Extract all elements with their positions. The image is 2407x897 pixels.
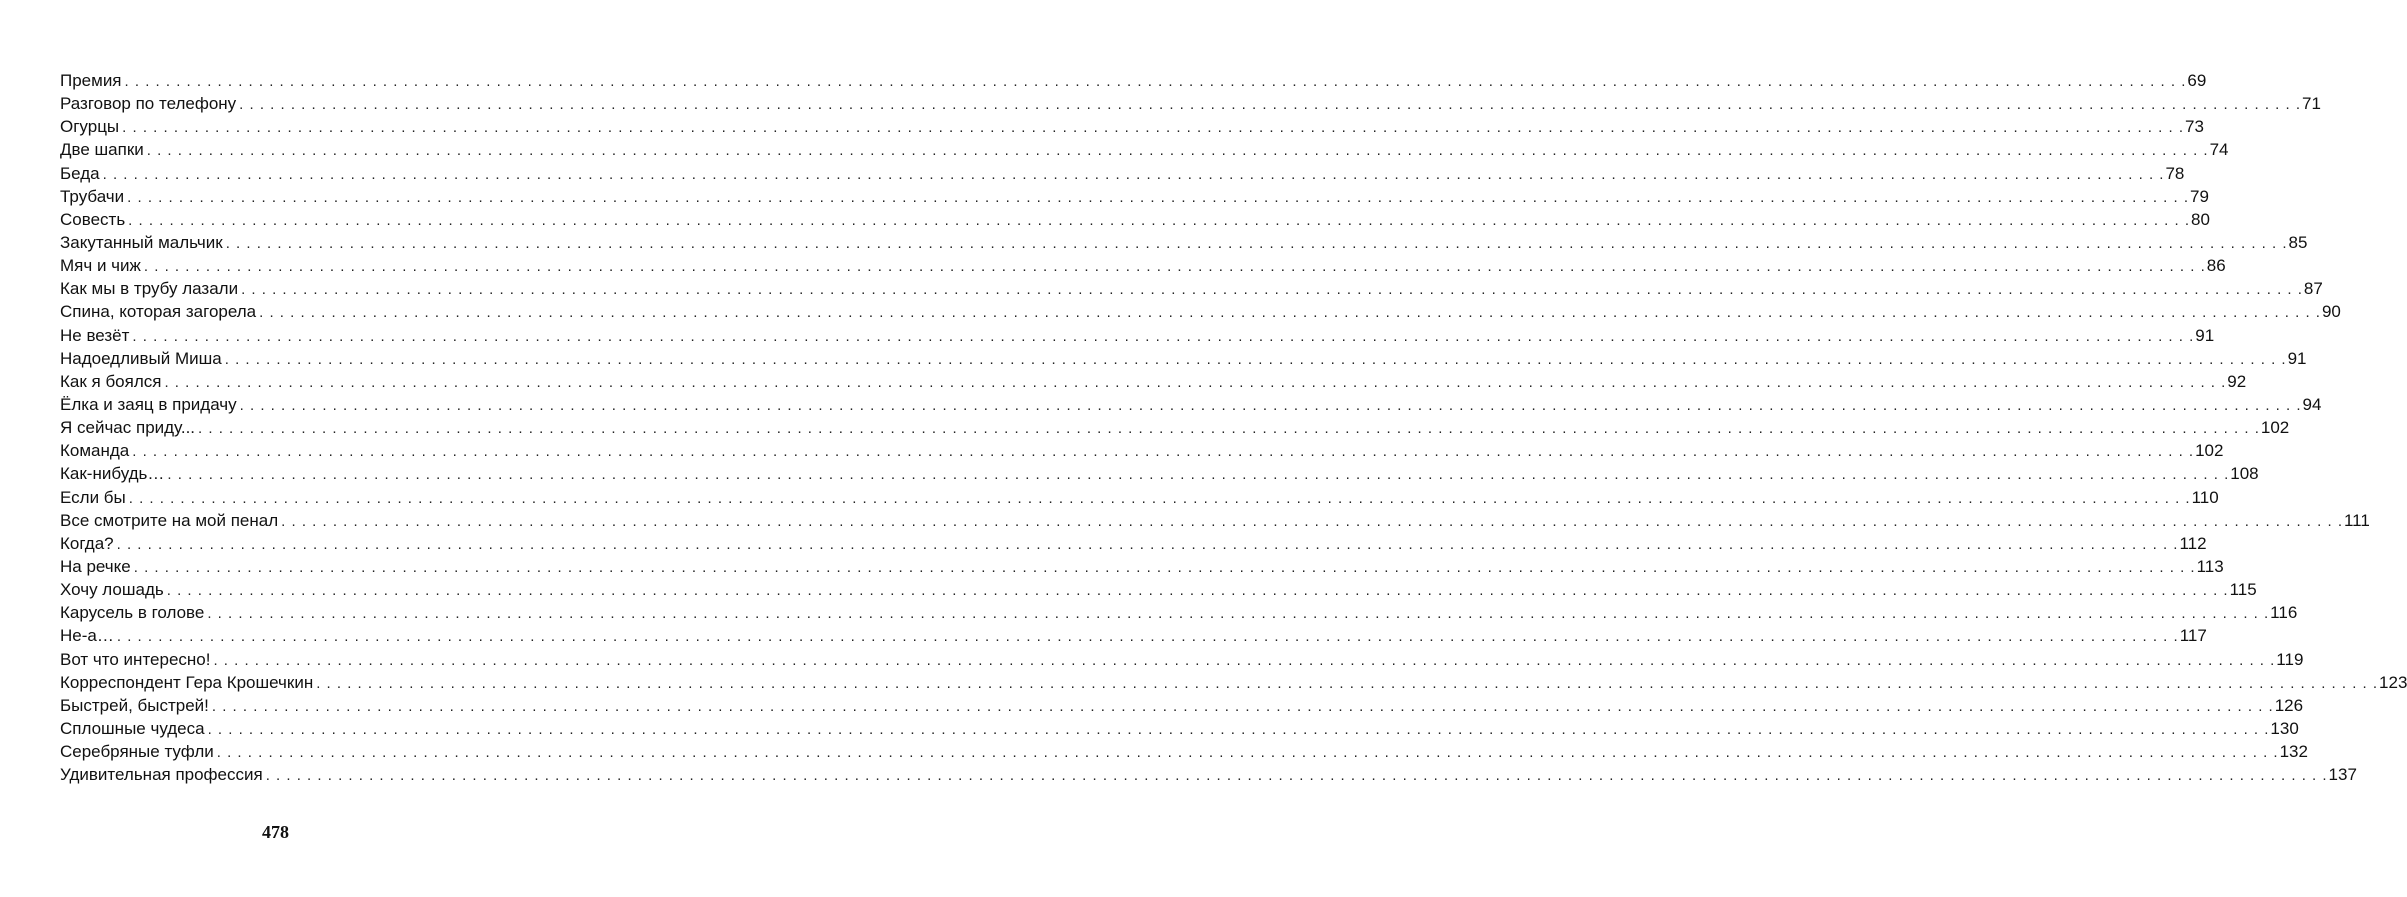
toc-entry-page: 87 (2303, 279, 2323, 299)
toc-entry-title: Сплошные чудеса (60, 718, 205, 738)
toc-entry-title: Мяч и чиж (60, 256, 141, 276)
toc-entry (60, 185, 2209, 208)
toc-entry-page: 78 (2165, 163, 2185, 183)
toc-entry (60, 486, 2219, 509)
dot-leader: . . . . . . . . . . . . . . . . . . . . . . . . . . . . . . . . . . . . . . . . . . . . . . . . . . . . . . . . . . . . . . . . . . . . . . . . . . . . . . . . . . . . . . . . . . . . . . . . . . . . . . . . . . . . . . . . . . . . . . . . . . . . . . . . . . . . . . . . . . . . . . . . . . . . . . . . . . . . . . . . . . . . . . . . . . . . . . . . . . . . . . . . . . . . . . . . . . . . . . . . (133, 558, 2196, 576)
dot-leader: . . . . . . . . . . . . . . . . . . . . . . . . . . . . . . . . . . . . . . . . . . . . . . . . . . . . . . . . . . . . . . . . . . . . . . . . . . . . . . . . . . . . . . . . . . . . . . . . . . . . . . . . . . . . . . . . . . . . . . . . . . . . . . . . . . . . . . . . . . . . . . . . . . . . . . . . . . . . . . . . . . . . . . . . . . . . . . . . . . . . . . . . . . . . . . . . . . . . . . . . (116, 628, 2179, 646)
toc-entry-page: 73 (2184, 117, 2204, 137)
toc-entry (60, 624, 2207, 647)
toc-entry-title: Совесть (60, 209, 126, 229)
dot-leader: . . . . . . . . . . . . . . . . . . . . . . . . . . . . . . . . . . . . . . . . . . . . . . . . . . . . . . . . . . . . . . . . . . . . . . . . . . . . . . . . . . . . . . . . . . . . . . . . . . . . . . . . . . . . . . . . . . . . . . . . . . . . . . . . . . . . . . . . . . . . . . . . . . . . . . . . . . . . . . . . . . . . . . . . . . . . . . . . . . . . . . . . . . . . . . . . . . . . . . . . (132, 443, 2195, 461)
dot-leader: . . . . . . . . . . . . . . . . . . . . . . . . . . . . . . . . . . . . . . . . . . . . . . . . . . . . . . . . . . . . . . . . . . . . . . . . . . . . . . . . . . . . . . . . . . . . . . . . . . . . . . . . . . . . . . . . . . . . . . . . . . . . . . . . . . . . . . . . . . . . . . . . . . . . . . . . . . . . . . . . . . . . . . . . . . . . . . . . . . . . . . . . . . . . . . . . . . . . . . . . (116, 535, 2179, 553)
toc-entry-page: 94 (2302, 394, 2322, 414)
toc-entry-page: 113 (2196, 556, 2224, 576)
toc-entry (60, 324, 2215, 347)
toc-entry-title: Удивительная профессия (60, 765, 263, 785)
dot-leader: . . . . . . . . . . . . . . . . . . . . . . . . . . . . . . . . . . . . . . . . . . . . . . . . . . . . . . . . . . . . . . . . . . . . . . . . . . . . . . . . . . . . . . . . . . . . . . . . . . . . . . . . . . . . . . . . . . . . . . . . . . . . . . . . . . . . . . . . . . . . . . . . . . . . . . . . . . . . . . . . . . . . . . . . . . . . . . . . . . . . . . . . . . . . . . . . . . . . . . . . (211, 697, 2274, 715)
toc-entry-page: 137 (2328, 765, 2357, 785)
dot-leader: . . . . . . . . . . . . . . . . . . . . . . . . . . . . . . . . . . . . . . . . . . . . . . . . . . . . . . . . . . . . . . . . . . . . . . . . . . . . . . . . . . . . . . . . . . . . . . . . . . . . . . . . . . . . . . . . . . . . . . . . . . . . . . . . . . . . . . . . . . . . . . . . . . . . . . . . . . . . . . . . . . . . . . . . . . . . . . . . . . . . . . . . . . . . . . . . . . . . . . . . (132, 327, 2195, 345)
dot-leader: . . . . . . . . . . . . . . . . . . . . . . . . . . . . . . . . . . . . . . . . . . . . . . . . . . . . . . . . . . . . . . . . . . . . . . . . . . . . . . . . . . . . . . . . . . . . . . . . . . . . . . . . . . . . . . . . . . . . . . . . . . . . . . . . . . . . . . . . . . . . . . . . . . . . . . . . . . . . . . . . . . . . . . . . . . . . . . . . . . . . . . . . . . . . . . . . . . . . . . . . (146, 142, 2209, 160)
toc-entry (60, 300, 2341, 323)
toc-entry (60, 162, 2185, 185)
dot-leader: . . . . . . . . . . . . . . . . . . . . . . . . . . . . . . . . . . . . . . . . . . . . . . . . . . . . . . . . . . . . . . . . . . . . . . . . . . . . . . . . . . . . . . . . . . . . . . . . . . . . . . . . . . . . . . . . . . . . . . . . . . . . . . . . . . . . . . . . . . . . . . . . . . . . . . . . . . . . . . . . . . . . . . . . . . . . . . . . . . . . . . . . . . . . . . . . . . . . . . . . (225, 234, 2288, 252)
toc-entry-title: Быстрей, быстрей! (60, 695, 209, 715)
toc-entry-title: Хочу лошадь (60, 580, 164, 600)
dot-leader: . . . . . . . . . . . . . . . . . . . . . . . . . . . . . . . . . . . . . . . . . . . . . . . . . . . . . . . . . . . . . . . . . . . . . . . . . . . . . . . . . . . . . . . . . . . . . . . . . . . . . . . . . . . . . . . . . . . . . . . . . . . . . . . . . . . . . . . . . . . . . . . . . . . . . . . . . . . . . . . . . . . . . . . . . . . . . . . . . . . . . . . . . . . . . . . . . . . . . . . . (122, 119, 2184, 137)
toc-entry-title: Спина, которая загорела (60, 302, 257, 322)
dot-leader: . . . . . . . . . . . . . . . . . . . . . . . . . . . . . . . . . . . . . . . . . . . . . . . . . . . . . . . . . . . . . . . . . . . . . . . . . . . . . . . . . . . . . . . . . . . . . . . . . . . . . . . . . . . . . . . . . . . . . . . . . . . . . . . . . . . . . . . . . . . . . . . . . . . . . . . . . . . . . . . . . . . . . . . . . . . . . . . . . . . . . . . . . . . . . . . . . . . . . . . . (164, 373, 2227, 391)
toc-entry-title: Как мы в трубу лазали (60, 279, 239, 299)
toc-entry-title: Две шапки (60, 140, 144, 160)
dot-leader: . . . . . . . . . . . . . . . . . . . . . . . . . . . . . . . . . . . . . . . . . . . . . . . . . . . . . . . . . . . . . . . . . . . . . . . . . . . . . . . . . . . . . . . . . . . . . . . . . . . . . . . . . . . . . . . . . . . . . . . . . . . . . . . . . . . . . . . . . . . . . . . . . . . . . . . . . . . . . . . . . . . . . . . . . . . . . . . . . . . . . . . . . . . . . . . . . . . . . . . . (239, 396, 2302, 414)
toc-entry (60, 138, 2229, 161)
dot-leader: . . . . . . . . . . . . . . . . . . . . . . . . . . . . . . . . . . . . . . . . . . . . . . . . . . . . . . . . . . . . . . . . . . . . . . . . . . . . . . . . . . . . . . . . . . . . . . . . . . . . . . . . . . . . . . . . . . . . . . . . . . . . . . . . . . . . . . . . . . . . . . . . . . . . . . . . . . . . . . . . . . . . . . . . . . . . . . . . . . . . . . . . . . . . . . . . . . . . . . . . (316, 674, 2379, 692)
toc-entry (60, 532, 2207, 555)
toc-entry-page: 102 (2260, 418, 2290, 438)
toc-entry-page: 90 (2321, 302, 2341, 322)
toc-entry-title: Беда (60, 163, 100, 183)
toc-entry-page: 116 (2270, 603, 2298, 623)
dot-leader: . . . . . . . . . . . . . . . . . . . . . . . . . . . . . . . . . . . . . . . . . . . . . . . . . . . . . . . . . . . . . . . . . . . . . . . . . . . . . . . . . . . . . . . . . . . . . . . . . . . . . . . . . . . . . . . . . . . . . . . . . . . . . . . . . . . . . . . . . . . . . . . . . . . . . . . . . . . . . . . . . . . . . . . . . . . . . . . . . . . . . . . . . . . . . . . . . . . . . . . . (259, 304, 2321, 322)
dot-leader: . . . . . . . . . . . . . . . . . . . . . . . . . . . . . . . . . . . . . . . . . . . . . . . . . . . . . . . . . . . . . . . . . . . . . . . . . . . . . . . . . . . . . . . . . . . . . . . . . . . . . . . . . . . . . . . . . . . . . . . . . . . . . . . . . . . . . . . . . . . . . . . . . . . . . . . . . . . . . . . . . . . . . . . . . . . . . . . . . . . . . . . . . . . . . . . . . . . . . . . . (241, 281, 2303, 299)
toc-entry-title: Команда (60, 441, 130, 461)
toc-entry-title: Не-а… (60, 626, 114, 646)
toc-entry-title: Не везёт (60, 325, 130, 345)
toc-entry (60, 439, 2224, 462)
toc-entry-page: 115 (2229, 580, 2257, 600)
toc-entry (60, 462, 2259, 485)
dot-leader: . . . . . . . . . . . . . . . . . . . . . . . . . . . . . . . . . . . . . . . . . . . . . . . . . . . . . . . . . . . . . . . . . . . . . . . . . . . . . . . . . . . . . . . . . . . . . . . . . . . . . . . . . . . . . . . . . . . . . . . . . . . . . . . . . . . . . . . . . . . . . . . . . . . . . . . . . . . . . . . . . . . . . . . . . . . . . . . . . . . . . . . . . . . . . . . . . . . . . . . . (127, 188, 2189, 206)
dot-leader: . . . . . . . . . . . . . . . . . . . . . . . . . . . . . . . . . . . . . . . . . . . . . . . . . . . . . . . . . . . . . . . . . . . . . . . . . . . . . . . . . . . . . . . . . . . . . . . . . . . . . . . . . . . . . . . . . . . . . . . . . . . . . . . . . . . . . . . . . . . . . . . . . . . . . . . . . . . . . . . . . . . . . . . . . . . . . . . . . . . . . . . . . . . . . . . . . . . . . . . . (128, 211, 2190, 229)
dot-leader: . . . . . . . . . . . . . . . . . . . . . . . . . . . . . . . . . . . . . . . . . . . . . . . . . . . . . . . . . . . . . . . . . . . . . . . . . . . . . . . . . . . . . . . . . . . . . . . . . . . . . . . . . . . . . . . . . . . . . . . . . . . . . . . . . . . . . . . . . . . . . . . . . . . . . . . . . . . . . . . . . . . . . . . . . . . . . . . . . . . . . . . . . . . . . . . . . . . . . . . . (167, 466, 2230, 484)
toc-entry-page: 112 (2179, 533, 2207, 553)
toc-entry-page: 85 (2288, 232, 2308, 252)
toc-entry-title: Как я боялся (60, 371, 162, 391)
dot-leader: . . . . . . . . . . . . . . . . . . . . . . . . . . . . . . . . . . . . . . . . . . . . . . . . . . . . . . . . . . . . . . . . . . . . . . . . . . . . . . . . . . . . . . . . . . . . . . . . . . . . . . . . . . . . . . . . . . . . . . . . . . . . . . . . . . . . . . . . . . . . . . . . . . . . . . . . . . . . . . . . . . . . . . . . . . . . . . . . . . . . . . . . . . . . . . . . . . . . . . . . (281, 512, 2343, 530)
toc-entry-page: 80 (2191, 209, 2210, 229)
toc-entry-page: 130 (2270, 718, 2299, 738)
toc-entry-page: 119 (2276, 649, 2304, 669)
toc-entry (60, 555, 2224, 578)
toc-entry (60, 393, 2322, 416)
dot-leader: . . . . . . . . . . . . . . . . . . . . . . . . . . . . . . . . . . . . . . . . . . . . . . . . . . . . . . . . . . . . . . . . . . . . . . . . . . . . . . . . . . . . . . . . . . . . . . . . . . . . . . . . . . . . . . . . . . . . . . . . . . . . . . . . . . . . . . . . . . . . . . . . . . . . . . . . . . . . . . . . . . . . . . . . . . . . . . . . . . . . . . . . . . . . . . . . . . . . . . . . (166, 582, 2229, 600)
dot-leader: . . . . . . . . . . . . . . . . . . . . . . . . . . . . . . . . . . . . . . . . . . . . . . . . . . . . . . . . . . . . . . . . . . . . . . . . . . . . . . . . . . . . . . . . . . . . . . . . . . . . . . . . . . . . . . . . . . . . . . . . . . . . . . . . . . . . . . . . . . . . . . . . . . . . . . . . . . . . . . . . . . . . . . . . . . . . . . . . . . . . . . . . . . . . . . . . . . . . . . . . (207, 720, 2270, 738)
dot-leader: . . . . . . . . . . . . . . . . . . . . . . . . . . . . . . . . . . . . . . . . . . . . . . . . . . . . . . . . . . . . . . . . . . . . . . . . . . . . . . . . . . . . . . . . . . . . . . . . . . . . . . . . . . . . . . . . . . . . . . . . . . . . . . . . . . . . . . . . . . . . . . . . . . . . . . . . . . . . . . . . . . . . . . . . . . . . . . . . . . . . . . . . . . . . . . . . . . . . . . . . (102, 165, 2165, 183)
toc-entry-page: 79 (2190, 186, 2209, 206)
toc-entry (60, 763, 2357, 786)
toc-entry (60, 92, 2321, 115)
toc-entry (60, 277, 2323, 300)
dot-leader: . . . . . . . . . . . . . . . . . . . . . . . . . . . . . . . . . . . . . . . . . . . . . . . . . . . . . . . . . . . . . . . . . . . . . . . . . . . . . . . . . . . . . . . . . . . . . . . . . . . . . . . . . . . . . . . . . . . . . . . . . . . . . . . . . . . . . . . . . . . . . . . . . . . . . . . . . . . . . . . . . . . . . . . . . . . . . . . . . . . . . . . . . . . . . . . . . . . . . . . . (265, 767, 2328, 785)
dot-leader: . . . . . . . . . . . . . . . . . . . . . . . . . . . . . . . . . . . . . . . . . . . . . . . . . . . . . . . . . . . . . . . . . . . . . . . . . . . . . . . . . . . . . . . . . . . . . . . . . . . . . . . . . . . . . . . . . . . . . . . . . . . . . . . . . . . . . . . . . . . . . . . . . . . . . . . . . . . . . . . . . . . . . . . . . . . . . . . . . . . . . . . . . . . . . . . . . . . . . . . . (124, 73, 2187, 90)
toc-entry (60, 347, 2307, 370)
toc-entry (60, 740, 2308, 763)
toc-entry-title: Если бы (60, 487, 126, 507)
dot-leader: . . . . . . . . . . . . . . . . . . . . . . . . . . . . . . . . . . . . . . . . . . . . . . . . . . . . . . . . . . . . . . . . . . . . . . . . . . . . . . . . . . . . . . . . . . . . . . . . . . . . . . . . . . . . . . . . . . . . . . . . . . . . . . . . . . . . . . . . . . . . . . . . . . . . . . . . . . . . . . . . . . . . . . . . . . . . . . . . . . . . . . . . . . . . . . . . . . . . . . . . (198, 420, 2260, 438)
toc-entry-title: Трубачи (60, 186, 125, 206)
toc-entry-page: 102 (2195, 441, 2224, 461)
toc-entry (60, 509, 2370, 532)
toc-entry (60, 648, 2304, 671)
dot-leader: . . . . . . . . . . . . . . . . . . . . . . . . . . . . . . . . . . . . . . . . . . . . . . . . . . . . . . . . . . . . . . . . . . . . . . . . . . . . . . . . . . . . . . . . . . . . . . . . . . . . . . . . . . . . . . . . . . . . . . . . . . . . . . . . . . . . . . . . . . . . . . . . . . . . . . . . . . . . . . . . . . . . . . . . . . . . . . . . . . . . . . . . . . . . . . . . . . . . . . . . (207, 605, 2270, 623)
toc-entry-title: Все смотрите на мой пенал (60, 510, 279, 530)
toc-entry-title: Когда? (60, 533, 114, 553)
toc-entry-page: 132 (2279, 742, 2308, 762)
table-of-contents (60, 69, 2407, 786)
toc-entry (60, 115, 2204, 138)
toc-entry-page: 123 (2379, 672, 2407, 692)
toc-entry-title: Огурцы (60, 117, 120, 137)
toc-entry (60, 578, 2257, 601)
toc-entry (60, 208, 2210, 231)
toc-entry-page: 111 (2343, 510, 2370, 530)
toc-entry-page: 91 (2287, 348, 2307, 368)
toc-entry-page: 92 (2227, 371, 2247, 391)
toc-entry-page: 110 (2191, 487, 2219, 507)
toc-entry-title: Серебряные туфли (60, 742, 214, 762)
toc-entry (60, 370, 2247, 393)
toc-entry (60, 694, 2304, 717)
toc-entry (60, 69, 2207, 92)
toc-entry-title: Закутанный мальчик (60, 232, 223, 252)
toc-entry (60, 416, 2290, 439)
toc-entry-title: Надоедливый Миша (60, 348, 222, 368)
toc-entry-title: Карусель в голове (60, 603, 205, 623)
toc-entry (60, 671, 2407, 694)
toc-entry (60, 717, 2299, 740)
page-number: 478 (262, 822, 289, 842)
toc-entry-title: Премия (60, 71, 122, 90)
toc-entry-page: 74 (2209, 140, 2229, 160)
toc-entry-title: Как-нибудь… (60, 464, 165, 484)
toc-entry-title: Разговор по телефону (60, 94, 237, 114)
toc-entry (60, 601, 2298, 624)
toc-entry (60, 254, 2226, 277)
toc-entry-title: На речке (60, 556, 131, 576)
toc-entry-page: 91 (2195, 325, 2215, 345)
dot-leader: . . . . . . . . . . . . . . . . . . . . . . . . . . . . . . . . . . . . . . . . . . . . . . . . . . . . . . . . . . . . . . . . . . . . . . . . . . . . . . . . . . . . . . . . . . . . . . . . . . . . . . . . . . . . . . . . . . . . . . . . . . . . . . . . . . . . . . . . . . . . . . . . . . . . . . . . . . . . . . . . . . . . . . . . . . . . . . . . . . . . . . . . . . . . . . . . . . . . . . . . (143, 258, 2206, 276)
dot-leader: . . . . . . . . . . . . . . . . . . . . . . . . . . . . . . . . . . . . . . . . . . . . . . . . . . . . . . . . . . . . . . . . . . . . . . . . . . . . . . . . . . . . . . . . . . . . . . . . . . . . . . . . . . . . . . . . . . . . . . . . . . . . . . . . . . . . . . . . . . . . . . . . . . . . . . . . . . . . . . . . . . . . . . . . . . . . . . . . . . . . . . . . . . . . . . . . . . . . . . . . (213, 651, 2276, 669)
toc-entry-title: Вот что интересно! (60, 649, 211, 669)
toc-entry-page: 86 (2206, 256, 2226, 276)
toc-entry-page: 126 (2274, 695, 2304, 715)
dot-leader: . . . . . . . . . . . . . . . . . . . . . . . . . . . . . . . . . . . . . . . . . . . . . . . . . . . . . . . . . . . . . . . . . . . . . . . . . . . . . . . . . . . . . . . . . . . . . . . . . . . . . . . . . . . . . . . . . . . . . . . . . . . . . . . . . . . . . . . . . . . . . . . . . . . . . . . . . . . . . . . . . . . . . . . . . . . . . . . . . . . . . . . . . . . . . . . . . . . . . . . . (128, 489, 2191, 507)
dot-leader: . . . . . . . . . . . . . . . . . . . . . . . . . . . . . . . . . . . . . . . . . . . . . . . . . . . . . . . . . . . . . . . . . . . . . . . . . . . . . . . . . . . . . . . . . . . . . . . . . . . . . . . . . . . . . . . . . . . . . . . . . . . . . . . . . . . . . . . . . . . . . . . . . . . . . . . . . . . . . . . . . . . . . . . . . . . . . . . . . . . . . . . . . . . . . . . . . . . . . . . . (216, 744, 2279, 762)
toc-entry-title: Ёлка и заяц в придачу (60, 394, 237, 414)
dot-leader: . . . . . . . . . . . . . . . . . . . . . . . . . . . . . . . . . . . . . . . . . . . . . . . . . . . . . . . . . . . . . . . . . . . . . . . . . . . . . . . . . . . . . . . . . . . . . . . . . . . . . . . . . . . . . . . . . . . . . . . . . . . . . . . . . . . . . . . . . . . . . . . . . . . . . . . . . . . . . . . . . . . . . . . . . . . . . . . . . . . . . . . . . . . . . . . . . . . . . . . . (224, 350, 2287, 368)
toc-entry-page: 108 (2230, 464, 2259, 484)
toc-entry (60, 231, 2308, 254)
toc-entry-page: 69 (2187, 71, 2207, 90)
toc-entry-page: 71 (2302, 94, 2321, 114)
toc-entry-title: Я сейчас приду... (60, 418, 196, 438)
toc-entry-page: 117 (2179, 626, 2207, 646)
dot-leader: . . . . . . . . . . . . . . . . . . . . . . . . . . . . . . . . . . . . . . . . . . . . . . . . . . . . . . . . . . . . . . . . . . . . . . . . . . . . . . . . . . . . . . . . . . . . . . . . . . . . . . . . . . . . . . . . . . . . . . . . . . . . . . . . . . . . . . . . . . . . . . . . . . . . . . . . . . . . . . . . . . . . . . . . . . . . . . . . . . . . . . . . . . . . . . . . . . . . . . . . (239, 96, 2301, 114)
toc-entry-title: Корреспондент Гера Крошечкин (60, 672, 314, 692)
